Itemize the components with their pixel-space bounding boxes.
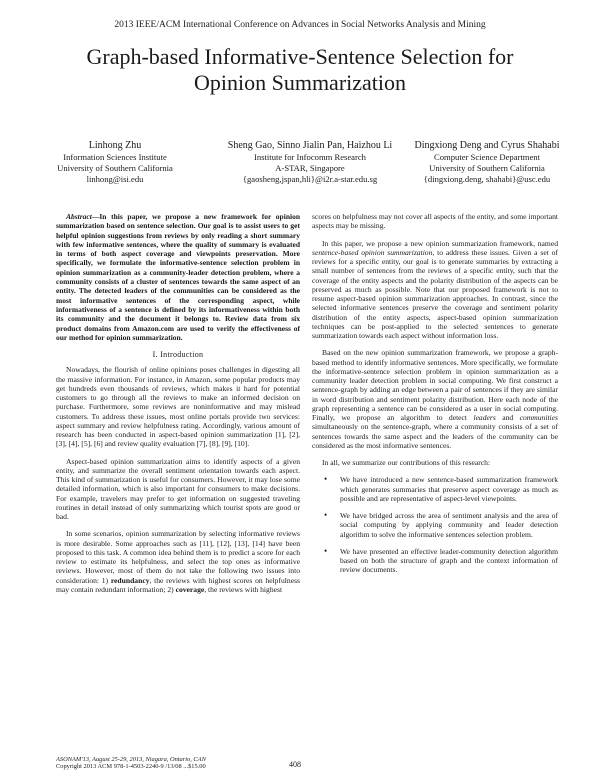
paragraph: In this paper, we propose a new opinion summarization framework, named sentence-based opinion summarization, to address these issues. Given a set of reviews for a specific entity, our goal is to generate summaries by extracting a small number of sentences from the reviews of a specific entity, such that the coverage of the entity aspects and the polarity distribution of the aspects can be preserved as much as possible. Note that our proposed framework is not to resume aspect-based opinion summarization approaches. In contrast, since the selected informative sentences preserve the coverage and sentiment polarity distribution of the entity aspects, aspect-based opinion summarization techniques can be post-applied to the selected sentences to generate summarization towards each aspect without information loss. (312, 238, 558, 340)
author-affiliation: Information Sciences Institute (63, 152, 167, 162)
paragraph: In all, we summarize our contributions of this research: (322, 458, 491, 467)
list-item: • We have introduced a new sentence-based summarization framework which generates summaries that preserve aspect coverage as much as possible and are representative of aspect-level viewpoints. (340, 475, 558, 503)
bold-term: coverage (175, 584, 205, 594)
author-affiliation: University of Southern California (429, 163, 545, 174)
author-affiliation: Computer Science Department (434, 152, 540, 162)
abstract (56, 212, 300, 342)
paragraph: Aspect-based opinion summarization aims to identify aspects of a given entity, and summarize the overall sentiment orientation towards each aspect. This kind of summarization is useful for consumers. However, it may lose some detailed information, which is also important for consumers to make decisions. For example, travelers may prefer to get information on suggested traveling routines in detail instead of only summarizing which tourist spots are good or bad. (56, 456, 300, 522)
title-line-2: Opinion Summarization (193, 70, 407, 95)
footer-venue: ASONAM'13, August 25-29, 2013, Niagara, Ontario, CAN (56, 756, 206, 763)
author-name: Dingxiong Deng and Cyrus Shahabi (414, 140, 560, 151)
copyright-footer (56, 756, 206, 771)
italic-term: communities (519, 413, 558, 422)
footer-copyright: Copyright 2013 ACM 978-1-4503-2240-9 /13/08 ...$15.00 (56, 763, 206, 771)
left-column (56, 212, 300, 594)
paragraph: scores on helpfulness may not cover all aspects of the entity, and some important aspects may be missing. (312, 212, 558, 231)
author-1 (40, 140, 190, 186)
author-affiliation: Institute for Infocomm Research (254, 152, 366, 162)
paragraph: In some scenarios, opinion summarization by selecting informative reviews is more desirable. Some approaches such as [11], [12], [13], [14] have been proposed to this task. A common idea behind them is to predict a score for each review to estimate its helpfulness, and select the top ones as informative reviews. However, most of them do not take the following two issues into consideration: 1) redundancy, the reviews with highest scores on helpfulness may contain redundant information; 2) coverage, the reviews with highest (56, 529, 300, 594)
conference-header: 2013 IEEE/ACM International Conference on Advances in Social Networks Analysis and Mining (114, 20, 486, 30)
right-column (312, 212, 558, 583)
title-line-1: Graph-based Informative-Sentence Selection for (86, 44, 514, 69)
author-email: {dingxiong.deng, shahabi}@usc.edu (423, 174, 551, 185)
page-number: 408 (289, 760, 301, 769)
italic-term: leaders (473, 413, 496, 422)
author-3 (402, 140, 572, 186)
author-name: Sheng Gao, Sinno Jialin Pan, Haizhou Li (227, 140, 393, 151)
section-heading: I. Introduction (152, 350, 204, 360)
author-affiliation: University of Southern California (57, 163, 173, 174)
author-affiliation: A-STAR, Singapore (275, 163, 345, 174)
author-email: {gaosheng,jspan,hli}@i2r.a-star.edu.sg (242, 174, 378, 185)
abstract-text: —In this paper, we propose a new framework for opinion summarization based on sentence selection. Our goal is to assist users to get helpful opinion suggestions from reviews by only reading a short summary with few informative sentences, where the quality of summary is evaluated in terms of both aspect coverage and viewpoints preservation. More specifically, we formulate the informative-sentence selection problem in opinion summarization as a community-leader detection problem, where a community consists of a cluster of sentences towards the same aspect of an entity. The detected leaders of the communities can be considered as the most informative sentences of the corresponding aspect, while informativeness of a sentence is defined by its informativeness within both its community and the document it belongs to. Review data from six product domains from Amazon.com are used to verify the effectiveness of our method for opinion summarization. (56, 212, 300, 342)
contribution-list (312, 475, 558, 574)
paper-title (40, 44, 560, 96)
bold-term: redundancy (110, 575, 150, 585)
italic-term: sentence-based opinion summarization (312, 247, 433, 257)
author-2 (212, 140, 408, 186)
list-item: • We have presented an effective leader-community detection algorithm based on both the structure of graph and the context information of review documents. (340, 547, 558, 575)
author-block (40, 140, 570, 190)
paragraph: Based on the new opinion summarization framework, we propose a graph-based method to identify informative sentences. More specifically, we formulate the informative-sentence selection problem in opinion summarization as a community leader detection problem in social computing. We first construct a sentence-graph by adding an edge between a pair of sentences if they are similar in word distribution and sentiment polarity distribution. Here each node of the graph representing a sentence can be considered as a user in social computing. Finally, we propose an algorithm to detect leaders and communities simultaneously on the sentence-graph, where a community consists of a set of sentences towards the same aspect and the leaders of the community can be considered as the most informative sentences. (312, 348, 558, 450)
abstract-lead: Abstract (66, 212, 92, 221)
author-name: Linhong Zhu (88, 140, 142, 151)
author-email: linhong@isi.edu (86, 174, 144, 185)
paragraph: Nowadays, the flourish of online opinions poses challenges in digesting all the massive information. For instance, in Amazon, some popular products may get hundreds even thousands of reviews, which makes it hard for potential customers to go through all the reviews to make an informed decision on purchase. Furthermore, some reviews are noninformative and may mislead customers. To address these issues, most online portals provide two services: aspect summary and review helpfulness rating. Accordingly, various amount of research has been conducted in aspect-based opinion summarization [1], [2], [3], [4], [5], [6] and review quality evaluation [7], [8], [9], [10]. (56, 365, 300, 449)
list-item: • We have bridged across the area of sentiment analysis and the area of social computing by applying community and leader detection algorithm to solve the informative sentences selection problem. (340, 511, 558, 539)
